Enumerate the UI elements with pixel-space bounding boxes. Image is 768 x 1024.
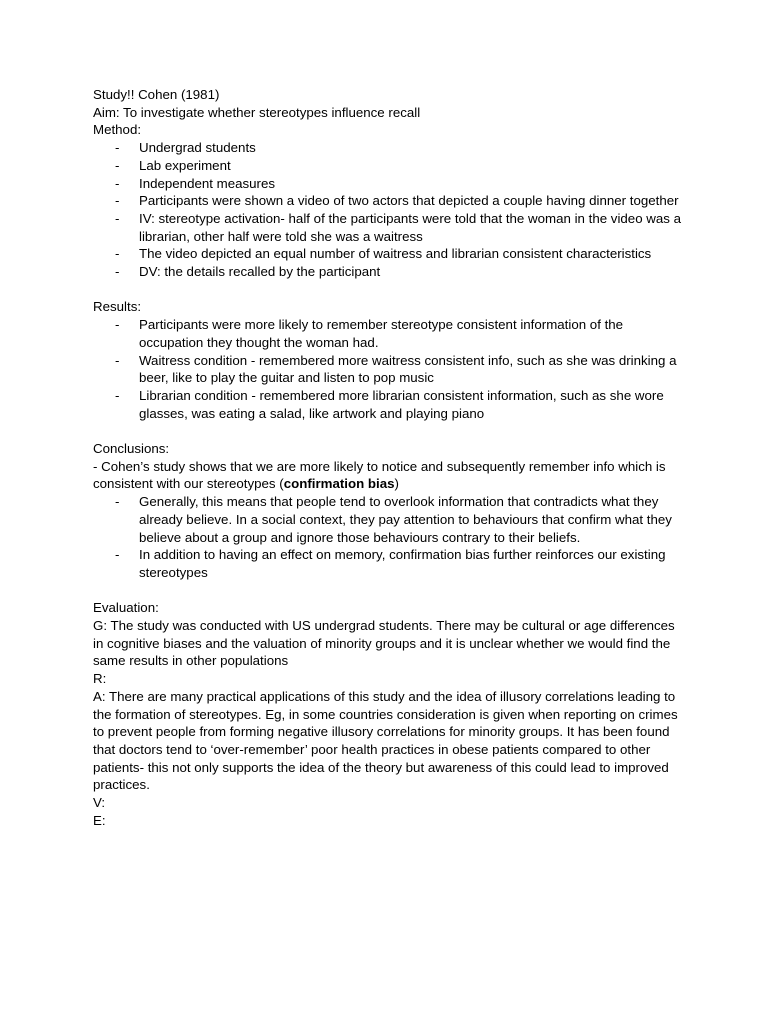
results-item-text: Participants were more likely to remember stereotype consistent information of the occupation they thought the woman had.	[139, 317, 624, 350]
blank-line	[93, 582, 683, 600]
conclusions-heading: Conclusions:	[93, 441, 170, 457]
bullet-dash: -	[115, 193, 120, 209]
evaluation-reliability: R:	[93, 671, 107, 687]
evaluation-ethics: E:	[93, 812, 106, 828]
method-item-text: Independent measures	[139, 175, 276, 191]
conclusions-item-text: In addition to having an effect on memory, confirmation bias further reinforces our existing stereotypes	[139, 547, 666, 580]
bullet-dash: -	[115, 140, 120, 156]
results-item	[93, 352, 683, 387]
confirmation-bias-term: confirmation bias	[283, 476, 395, 492]
conclusions-intro	[93, 458, 683, 493]
aim-line: Aim: To investigate whether stereotypes influence recall	[93, 104, 421, 120]
method-item-text: Undergrad students	[139, 140, 256, 156]
method-item	[93, 175, 683, 193]
method-item	[93, 245, 683, 263]
conclusions-intro-text: - Cohen’s study shows that we are more likely to notice and subsequently remember info which is consistent with our stereotypes (	[93, 458, 666, 492]
blank-line	[93, 422, 683, 440]
conclusions-intro-close: )	[394, 476, 399, 492]
method-item-text: Participants were shown a video of two actors that depicted a couple having dinner together	[139, 193, 679, 209]
bullet-dash: -	[115, 157, 120, 173]
method-item	[93, 157, 683, 175]
method-item-text: The video depicted an equal number of waitress and librarian consistent characteristics	[139, 246, 652, 262]
results-item-text: Librarian condition - remembered more librarian consistent information, such as she wore glasses, was eating a salad, like artwork and playing piano	[139, 387, 664, 421]
bullet-dash: -	[115, 494, 120, 510]
bullet-dash: -	[115, 317, 120, 333]
results-list	[93, 316, 683, 422]
document-page	[93, 86, 683, 829]
method-item	[93, 139, 683, 157]
conclusions-item	[93, 493, 683, 546]
method-item	[93, 210, 683, 245]
method-item-text: DV: the details recalled by the participant	[139, 264, 381, 280]
method-item-text: Lab experiment	[139, 157, 231, 173]
method-item	[93, 192, 683, 210]
bullet-dash: -	[115, 210, 120, 226]
conclusions-list	[93, 493, 683, 582]
evaluation-validity: V:	[93, 795, 106, 811]
conclusions-item-text: Generally, this means that people tend to overlook information that contradicts what they already believe. In a social context, they pay attention to behaviours that confirm what they believe about a group and ignore those behaviours contrary to their beliefs.	[139, 494, 672, 545]
results-item-text: Waitress condition - remembered more waitress consistent info, such as she was drinking a beer, like to play the guitar and listen to pop music	[139, 352, 677, 386]
results-item	[93, 387, 683, 422]
bullet-dash: -	[115, 175, 120, 191]
bullet-dash: -	[115, 387, 120, 403]
results-item	[93, 316, 683, 351]
evaluation-heading: Evaluation:	[93, 600, 159, 616]
evaluation-generalisability: G: The study was conducted with US undergrad students. There may be cultural or age differences in cognitive biases and the valuation of minority groups and it is unclear whether we would find the same results in other populations	[93, 618, 675, 669]
method-heading: Method:	[93, 122, 142, 138]
bullet-dash: -	[115, 547, 120, 563]
document-title: Study!! Cohen (1981)	[93, 87, 220, 102]
blank-line	[93, 281, 683, 299]
results-heading: Results:	[93, 299, 142, 315]
method-item	[93, 263, 683, 281]
method-list	[93, 139, 683, 281]
bullet-dash: -	[115, 246, 120, 262]
conclusions-item	[93, 546, 683, 581]
evaluation-applications: A: There are many practical applications of this study and the idea of illusory correlations leading to the formation of stereotypes. Eg, in some countries consideration is given when reporting on crimes to prevent people from forming negative illusory correlations for minority groups. It has been found that doctors tend to ‘over-remember’ poor health practices in obese patients compared to other patients- this not only supports the idea of the theory but awareness of this could lead to improved practices.	[93, 688, 678, 793]
method-item-text: IV: stereotype activation- half of the participants were told that the woman in the video was a librarian, other half were told she was a waitress	[139, 210, 682, 244]
bullet-dash: -	[115, 264, 120, 280]
bullet-dash: -	[115, 352, 120, 368]
